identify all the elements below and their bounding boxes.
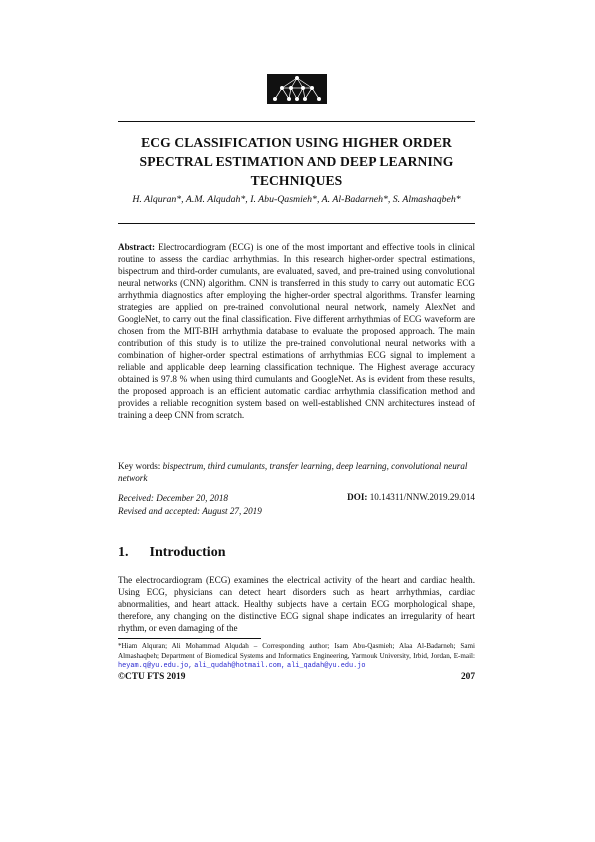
- title-rule-bottom: [118, 223, 475, 224]
- revised-date: Revised and accepted: August 27, 2019: [118, 506, 262, 516]
- footnote: [118, 642, 475, 672]
- intro-paragraph: The electrocardiogram (ECG) examines the electrical activity of the heart and cardiac health. Using ECG, physicians can detect heart disorders such as heart arrhythmias, cardiac abnormalities, and heart attack. Healthy subjects have a certain ECG morphological shape, therefore, any changing on the distinctive ECG signal shape indicates an irregularity of heart rhythm, or even damaging of the: [118, 575, 475, 634]
- doi: [328, 492, 475, 502]
- footer-copyright: ©CTU FTS 2019: [118, 672, 186, 682]
- keywords-text: bispectrum, third cumulants, transfer learning, deep learning, convolutional neural network: [118, 461, 468, 483]
- section-number: 1.: [118, 545, 129, 560]
- keywords-label: Key words:: [118, 461, 161, 471]
- keywords: [118, 460, 475, 484]
- neural-network-logo-icon: [267, 74, 327, 104]
- section-heading: [118, 545, 225, 561]
- doi-value: 10.14311/NNW.2019.29.014: [369, 492, 475, 502]
- footnote-rule: [118, 638, 261, 639]
- page-number: 207: [460, 672, 475, 682]
- publication-dates: [118, 492, 328, 518]
- section-title: Introduction: [149, 545, 226, 560]
- received-date: Received: December 20, 2018: [118, 493, 228, 503]
- footnote-text: *Hiam Alquran; Ali Mohammad Alqudah – Corresponding author; Isam Abu-Qasmieh; Alaa Al-Badarneh; Sami Almashaqbeh; Department of Biomedical Systems and Informatics Engineering, Yarmouk University, Irbid, Jordan, E-mail:: [118, 642, 475, 660]
- title-rule-top: [118, 121, 475, 122]
- abstract-label: Abstract:: [118, 242, 155, 252]
- doi-label: DOI:: [347, 492, 368, 502]
- abstract: [118, 241, 475, 421]
- abstract-text: Electrocardiogram (ECG) is one of the most important and effective tools in clinical routine to assess the cardiac arrhythmias. In this research higher-order spectral estimations, bispectrum and third-order cumulants, are evaluated, saved, and pre-trained using convolutional neural networks (CNN) algorithm. CNN is transferred in this study to carry out automatic ECG arrhythmia diagnostics after employing the higher-order spectral algorithms. Transfer learning strategies are applied on pre-trained convolutional neural network, namely AlexNet and GoogleNet, to carry out the final classification. Five different arrhythmias of ECG waveform are chosen from the MIT-BIH arrhythmia database to evaluate the proposed approach. The main contribution of this study is to utilize the pre-trained convolutional neural networks with a combination of higher-order spectral estimations of arrhythmias ECG signal to implement a reliable and applicable deep learning classification technique. The Highest average accuracy obtained is 97.8 % when using third cumulants and GoogleNet. As is evident from these results, the proposed approach is an efficient automatic cardiac arrhythmia classification method and provides a reliable recognition system based on well-established CNN architectures instead of training a deep CNN from scratch.: [118, 242, 476, 420]
- email-link-3[interactable]: ali_qadah@yu.edu.jo: [286, 662, 366, 671]
- email-link-1[interactable]: heyam.q@yu.edu.jo,: [118, 662, 193, 671]
- paper-title: ECG CLASSIFICATION USING HIGHER ORDER SPECTRAL ESTIMATION AND DEEP LEARNING TECHNIQUES: [139, 135, 454, 188]
- email-link-2[interactable]: ali_qudah@hotmail.com,: [194, 662, 286, 671]
- paper-authors: H. Alquran*, A.M. Alqudah*, I. Abu-Qasmieh*, A. Al-Badarneh*, S. Almashaqbeh*: [132, 194, 461, 205]
- journal-logo: [267, 74, 327, 104]
